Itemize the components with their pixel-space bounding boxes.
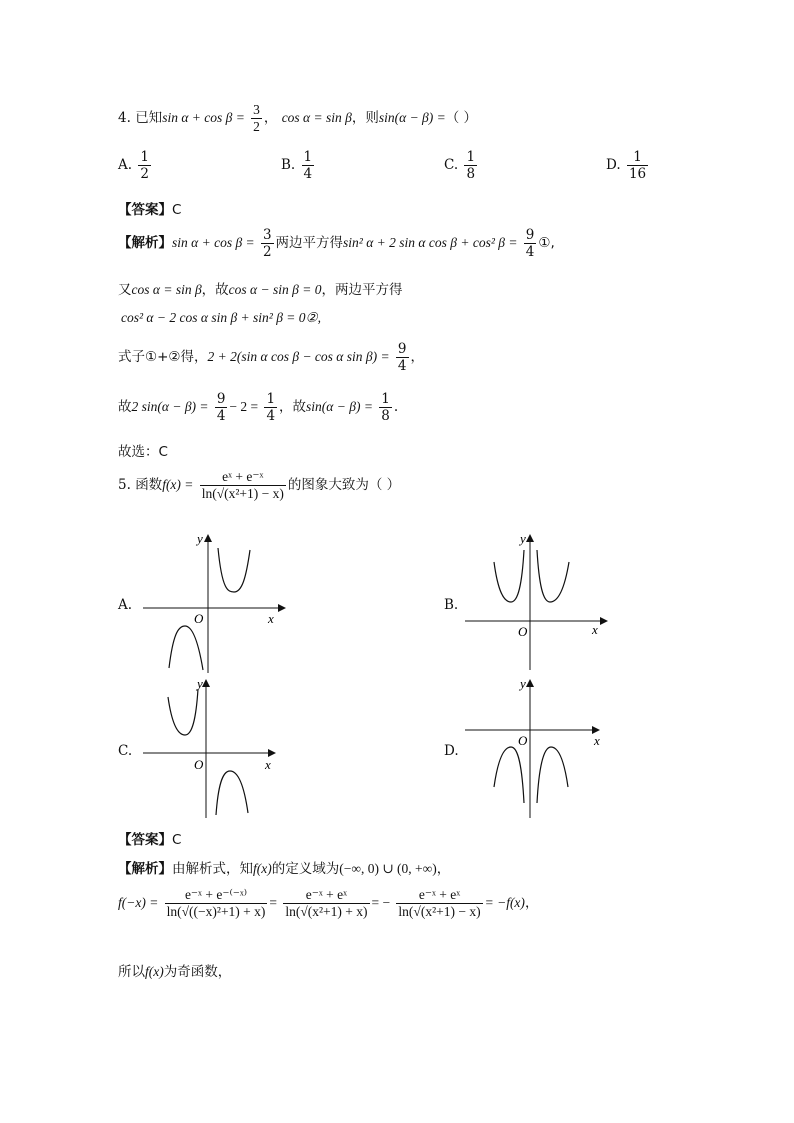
q5-analysis-line1: 【解析】由解析式，知f(x)的定义域为(−∞, 0) ∪ (0, +∞)， — [118, 861, 451, 877]
q5-graph-c-axis-x: x — [265, 757, 271, 772]
q5-graph-b-axis-y: y — [520, 531, 526, 546]
q5-graph-c-axis-y: y — [197, 676, 203, 691]
q5-answer: 【答案】C — [118, 832, 182, 848]
q5-graph-b — [462, 530, 612, 675]
q4-stem: 4. 已知sin α + cos β = $\frac{3}{2}$ ， cos α = sin β，则sin(α − β) =（ ） — [118, 102, 478, 135]
q4-answer: 【答案】C — [118, 202, 182, 218]
q5-graph-a-axis-y: y — [197, 531, 203, 546]
q5-graph-a-axis-x: x — [268, 611, 274, 626]
q5-graph-d — [462, 675, 612, 820]
q4-choose: 故选：C — [118, 444, 168, 460]
q4-analysis-line5: 故2 sin(α − β) = $\frac{9}{4}$ − 2 = $\frac{1}{4}$ ，故sin(α − β) = $\frac{1}{8}$ . — [118, 391, 399, 425]
q5-graph-b-origin: O — [518, 624, 528, 639]
q4-option-b: B. $\frac{1}{4}$ — [281, 149, 313, 183]
q5-analysis-line3: 所以f(x)为奇函数， — [118, 964, 232, 980]
q5-stem: 5. 函数f(x) = $\frac{\text{eˣ + e⁻ˣ}}{\text{ln(√(x²+1) − x)}}$ 的图象大致为（ ） — [118, 469, 401, 502]
q5-graph-c-origin: O — [194, 757, 204, 772]
q5-option-c-label: C. — [118, 743, 133, 759]
q5-stem-frac: $\frac{\text{eˣ + e⁻ˣ}}{\text{ln(√(x²+1) − x)}}$ — [201, 469, 284, 502]
q4-number: 4. — [118, 110, 131, 127]
q5-graph-d-axis-y: y — [520, 676, 526, 691]
q4-analysis-line4: 式子①+②得，2 + 2(sin α cos β − cos α sin β) = $\frac{9}{4}$ ， — [118, 341, 424, 375]
q4-option-a: A. $\frac{1}{2}$ — [118, 149, 149, 183]
q4-option-c: C. $\frac{1}{8}$ — [444, 149, 476, 183]
q5-graph-c — [140, 675, 290, 820]
q5-option-b-label: B. — [444, 597, 459, 613]
q4-analysis-line2: 又cos α = sin β，故cos α − sin β = 0，两边平方得 — [118, 282, 403, 298]
q5-option-a-label: A. — [118, 597, 133, 613]
q5-graph-d-origin: O — [518, 733, 528, 748]
q5-option-d-label: D. — [444, 743, 459, 759]
q4-analysis-line3: cos² α − 2 cos α sin β + sin² β = 0②, — [121, 310, 322, 325]
q5-analysis-line2: f(−x) = $\frac{\text{e⁻ˣ + e⁻⁽⁻ˣ⁾}}{\text{ln(√((−x)²+1) + x)}}$ = $\frac{\text{e⁻ˣ + eˣ}}{\text{ln(√(x²+1) + x)}}$ = − $\frac{\text{e⁻ˣ + eˣ}}{\text{ln(√(x²+1) − x)}}$ = −f(x)， — [118, 887, 539, 920]
q5-graph-a-origin: O — [194, 611, 204, 626]
q5-graph-b-axis-x: x — [592, 622, 598, 637]
q5-graph-a — [140, 530, 290, 675]
q4-analysis-line1: 【解析】sin α + cos β = $\frac{3}{2}$ 两边平方得sin² α + 2 sin α cos β + cos² β = $\frac{9}{4}$ ①, — [118, 227, 555, 261]
q5-graph-d-axis-x: x — [594, 733, 600, 748]
q4-option-d: D. $\frac{1}{16}$ — [606, 149, 647, 183]
q4-stem-frac: $\frac{3}{2}$ — [253, 102, 260, 135]
